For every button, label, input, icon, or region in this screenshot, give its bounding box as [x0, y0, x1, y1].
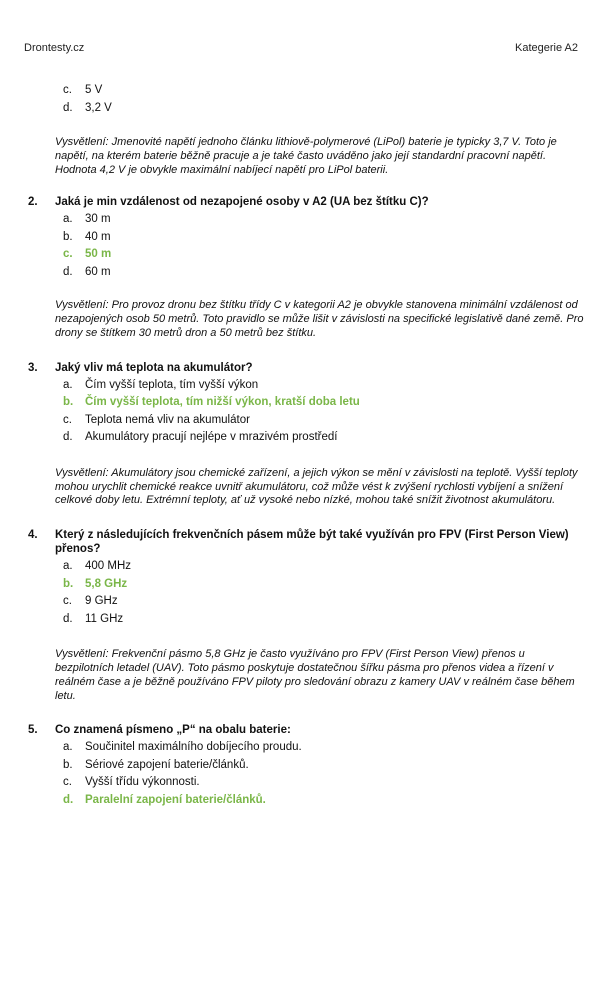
option-text: 400 MHz — [85, 560, 132, 573]
option-item — [63, 229, 586, 247]
option-letter: a. — [63, 378, 73, 391]
explanation-text: Akumulátory jsou chemické zařízení, a jejich výkon se mění v závislosti na teplotě. Vyšší teploty mohou urychlit chemické reakce uvnitř akumulátoru, což může vést k zvýšení rychlosti vybíjení a snížení celkové doby letu. Extrémní teploty, ať už vysoké nebo nízké, mohou také snížit životnost akumulátoru. — [55, 466, 578, 507]
option-letter: c. — [63, 248, 73, 261]
option-text: 40 m — [85, 230, 111, 243]
option-item — [63, 757, 586, 775]
option-letter: b. — [63, 758, 73, 771]
option-text: 5 V — [85, 84, 103, 96]
question-5 — [28, 723, 586, 809]
option-item — [63, 774, 586, 792]
question-text: Jaký vliv má teplota na akumulátor? — [55, 361, 253, 374]
option-text: Součinitel maximálního dobíjecího proudu. — [85, 741, 302, 754]
option-text: 30 m — [85, 213, 111, 226]
option-item — [63, 558, 586, 576]
option-item — [63, 739, 586, 757]
option-letter: b. — [63, 230, 73, 243]
question-number: 3. — [28, 361, 38, 374]
question-heading — [28, 723, 586, 737]
option-text: 9 GHz — [85, 595, 118, 608]
option-item — [63, 377, 586, 395]
previous-question-tail — [28, 82, 586, 177]
option-letter: a. — [63, 213, 73, 226]
option-letter: c. — [63, 595, 72, 608]
option-letter: d. — [63, 101, 73, 114]
question-heading — [28, 528, 586, 556]
option-item — [63, 429, 586, 447]
explanation-text: Pro provoz dronu bez štítku třídy C v kategorii A2 je obvykle stanovena minimální vzdálenost od nezapojených osob 50 metrů. Toto pravidlo se může lišit v závislosti na specifické legislativě dané země. Pro drony se štítkem 30 metrů dron a 50 metrů bez štítku. — [55, 299, 584, 339]
question-heading — [28, 361, 586, 375]
option-item-correct — [63, 246, 586, 264]
explanation — [55, 136, 586, 177]
option-text: Sériové zapojení baterie/článků. — [85, 758, 249, 771]
option-letter: b. — [63, 577, 74, 590]
option-text: Teplota nemá vliv na akumulátor — [85, 413, 250, 426]
option-item — [63, 82, 586, 100]
question-3 — [28, 361, 586, 508]
option-item-correct — [63, 792, 586, 810]
option-text: Paralelní zapojení baterie/článků. — [85, 793, 266, 806]
option-letter: d. — [63, 612, 73, 625]
option-letter: d. — [63, 431, 73, 444]
option-letter: d. — [63, 793, 74, 806]
option-item-correct — [63, 394, 586, 412]
option-item — [63, 412, 586, 430]
site-name: Drontesty.cz — [24, 42, 85, 54]
option-text: 3,2 V — [85, 101, 112, 114]
explanation — [55, 648, 586, 703]
question-4 — [28, 528, 586, 703]
option-letter: d. — [63, 265, 73, 278]
option-text: Čím vyšší teplota, tím vyšší výkon — [85, 378, 259, 391]
explanation — [55, 299, 586, 340]
option-item — [63, 593, 586, 611]
question-number: 5. — [28, 724, 38, 737]
option-text: Čím vyšší teplota, tím nižší výkon, kratší doba letu — [85, 396, 360, 409]
question-number: 2. — [28, 196, 38, 209]
option-item-correct — [63, 576, 586, 594]
option-text: Akumulátory pracují nejlépe v mrazivém prostředí — [85, 431, 338, 444]
option-letter: a. — [63, 741, 73, 754]
option-text: 50 m — [85, 248, 112, 261]
question-number: 4. — [28, 529, 38, 542]
explanation-label: Vysvětlení: — [55, 299, 109, 312]
option-letter: c. — [63, 84, 72, 96]
option-letter: c. — [63, 776, 72, 789]
question-2 — [28, 195, 586, 340]
question-text: Který z následujících frekvenčních pásem může být také využíván pro FPV (First Person View) přenos? — [55, 529, 569, 556]
category-label: Kategerie A2 — [515, 42, 578, 54]
explanation-label: Vysvětlení: — [55, 648, 109, 661]
option-letter: b. — [63, 396, 74, 409]
quiz-content — [28, 82, 586, 809]
page-header — [24, 42, 578, 54]
explanation-text: Jmenovité napětí jednoho článku lithiově-polymerové (LiPol) baterie je typicky 3,7 V. Toto je napětí, na kterém baterie běžně pracuje a je také často uváděno jako její standardní pracovní napětí. Hodnota 4,2 V je obvykle maximální nabíjecí napětí pro LiPol baterii. — [55, 136, 557, 176]
option-item — [63, 211, 586, 229]
question-text: Co znamená písmeno „P“ na obalu baterie: — [55, 724, 291, 737]
option-text: 60 m — [85, 265, 111, 278]
option-text: 11 GHz — [85, 612, 124, 625]
option-item — [63, 100, 586, 118]
explanation-text: Frekvenční pásmo 5,8 GHz je často využíváno pro FPV (First Person View) přenos u bezpilotních letadel (UAV). Toto pásmo poskytuje dostatečnou šířku pásma pro přenos videa a řízení v reálném čase a je běžně používáno FPV piloty pro sledování obrazu z kamery UAV v reálném čase během letu. — [55, 648, 575, 702]
option-item — [63, 264, 586, 282]
explanation-label: Vysvětlení: — [55, 466, 109, 479]
question-text: Jaká je min vzdálenost od nezapojené osoby v A2 (UA bez štítku C)? — [55, 196, 429, 209]
option-item — [63, 611, 586, 629]
explanation — [55, 467, 586, 508]
explanation-label: Vysvětlení: — [55, 136, 109, 148]
option-text: Vyšší třídu výkonnosti. — [85, 776, 200, 789]
option-letter: c. — [63, 413, 72, 426]
option-letter: a. — [63, 560, 73, 573]
question-heading — [28, 195, 586, 209]
option-text: 5,8 GHz — [85, 577, 128, 590]
